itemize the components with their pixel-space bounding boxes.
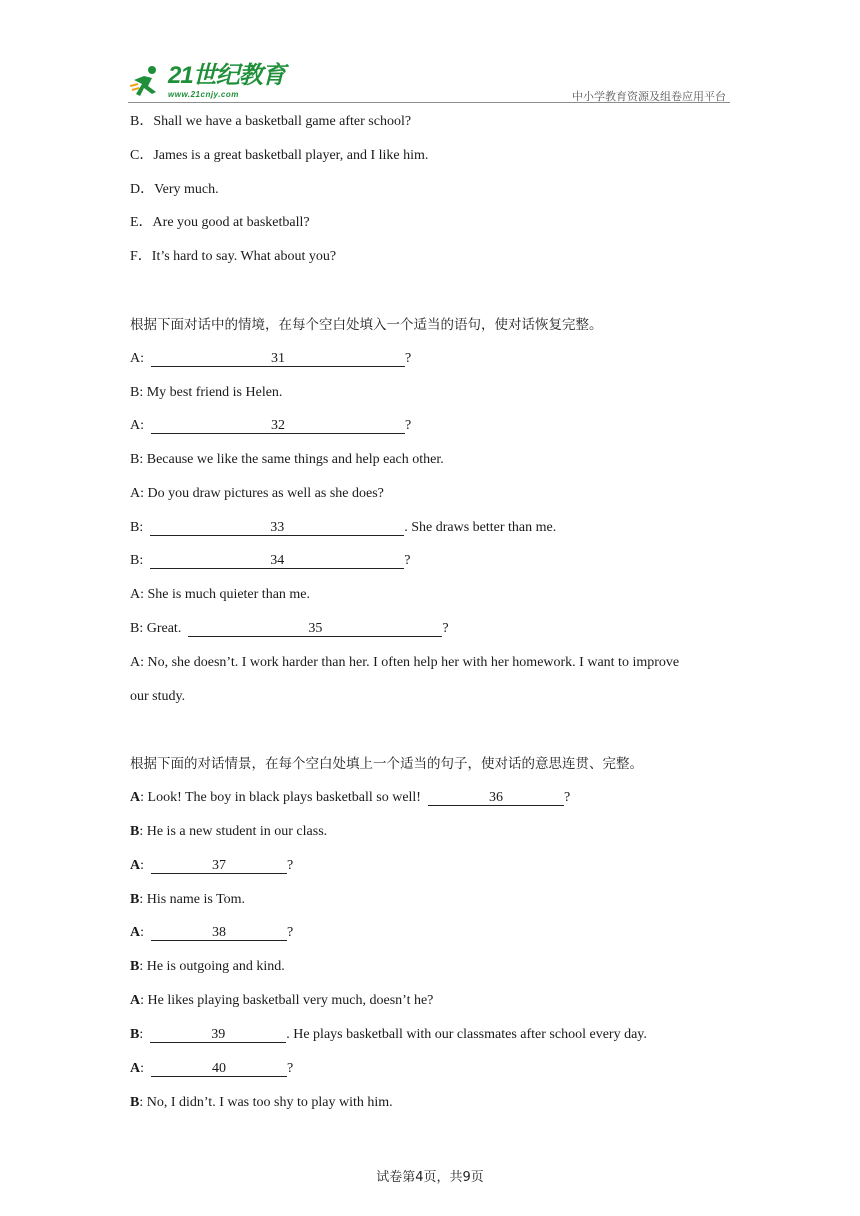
speaker: B — [130, 1095, 140, 1110]
logo — [128, 62, 288, 102]
dialogue-line: A: No, she doesn’t. I work harder than her. I often help her with her homework. I want to improve — [130, 655, 680, 670]
dialogue-line-continued: our study. — [130, 689, 186, 704]
dialogue-line: B: My best friend is Helen. — [130, 385, 283, 400]
answer-blank-34[interactable]: 34 — [150, 553, 404, 569]
dialogue-line: A: Look! The boy in black plays basketball so well! 36 ? — [130, 790, 571, 805]
speaker: B: — [130, 385, 144, 400]
speaker: B: — [130, 553, 144, 568]
dialogue-line: A: 38 ? — [130, 925, 294, 940]
page-header — [128, 58, 730, 104]
dialogue-line: B: Because we like the same things and help each other. — [130, 452, 444, 467]
dialogue-line: A: 31 ? — [130, 351, 412, 366]
dialogue-line: B: 33 . She draws better than me. — [130, 520, 557, 535]
answer-blank-37[interactable]: 37 — [151, 858, 287, 874]
speaker: A — [130, 1061, 141, 1076]
speaker: A — [130, 993, 141, 1008]
header-divider — [128, 102, 730, 103]
dialogue-line: A: 40 ? — [130, 1061, 294, 1076]
speaker: A: — [130, 418, 144, 433]
answer-blank-33[interactable]: 33 — [150, 520, 404, 536]
answer-blank-32[interactable]: 32 — [151, 418, 405, 434]
answer-blank-39[interactable]: 39 — [150, 1027, 286, 1043]
answer-blank-31[interactable]: 31 — [151, 351, 405, 367]
answer-blank-36[interactable]: 36 — [428, 790, 564, 806]
speaker: B — [130, 824, 140, 839]
platform-name: 中小学教育资源及组卷应用平台 — [572, 90, 726, 103]
dialogue-line: B: Great. 35 ? — [130, 621, 449, 636]
speaker: B: — [130, 452, 144, 467]
dialogue-line: B: He is outgoing and kind. — [130, 959, 285, 974]
option-f: F．It’s hard to say. What about you? — [130, 249, 337, 264]
logo-brand-text: 21世纪教育 — [168, 62, 285, 89]
section2-instruction: 根据下面对话中的情境，在每个空白处填入一个适当的语句，使对话恢复完整。 — [130, 317, 603, 333]
speaker: A — [130, 858, 141, 873]
answer-blank-38[interactable]: 38 — [151, 925, 287, 941]
dialogue-line: A: He likes playing basketball very much, doesn’t he? — [130, 993, 434, 1008]
option-c: C．James is a great basketball player, and I like him. — [130, 148, 429, 163]
speaker: B — [130, 892, 140, 907]
logo-url-text: www.21cnjy.com — [168, 90, 239, 99]
dialogue-line: B: His name is Tom. — [130, 892, 246, 907]
runner-logo-icon — [130, 64, 164, 100]
speaker: A — [130, 925, 141, 940]
dialogue-line: B: No, I didn’t. I was too shy to play with him. — [130, 1095, 393, 1110]
speaker: B — [130, 959, 140, 974]
answer-blank-40[interactable]: 40 — [151, 1061, 287, 1077]
speaker: A — [130, 790, 141, 805]
dialogue-line: A: She is much quieter than me. — [130, 587, 311, 602]
option-d: D．Very much. — [130, 182, 219, 197]
dialogue-line: B: He is a new student in our class. — [130, 824, 328, 839]
option-b: B．Shall we have a basketball game after school? — [130, 114, 412, 129]
page-number: 试卷第4页，共9页 — [376, 1170, 484, 1185]
dialogue-line: A: 37 ? — [130, 858, 294, 873]
speaker: B: — [130, 520, 144, 535]
dialogue-line: B: 34 ? — [130, 553, 411, 568]
answer-blank-35[interactable]: 35 — [188, 621, 442, 637]
speaker: A: — [130, 655, 144, 670]
dialogue-line: A: Do you draw pictures as well as she does? — [130, 486, 384, 501]
speaker: B — [130, 1027, 140, 1042]
section3-instruction: 根据下面的对话情景，在每个空白处填上一个适当的句子，使对话的意思连贯、完整。 — [130, 756, 643, 772]
option-e: E．Are you good at basketball? — [130, 215, 310, 230]
dialogue-line: A: 32 ? — [130, 418, 412, 433]
speaker: B: — [130, 621, 144, 636]
speaker: A: — [130, 587, 144, 602]
dialogue-line: B: 39 . He plays basketball with our classmates after school every day. — [130, 1027, 647, 1042]
speaker: A: — [130, 486, 144, 501]
speaker: A: — [130, 351, 144, 366]
